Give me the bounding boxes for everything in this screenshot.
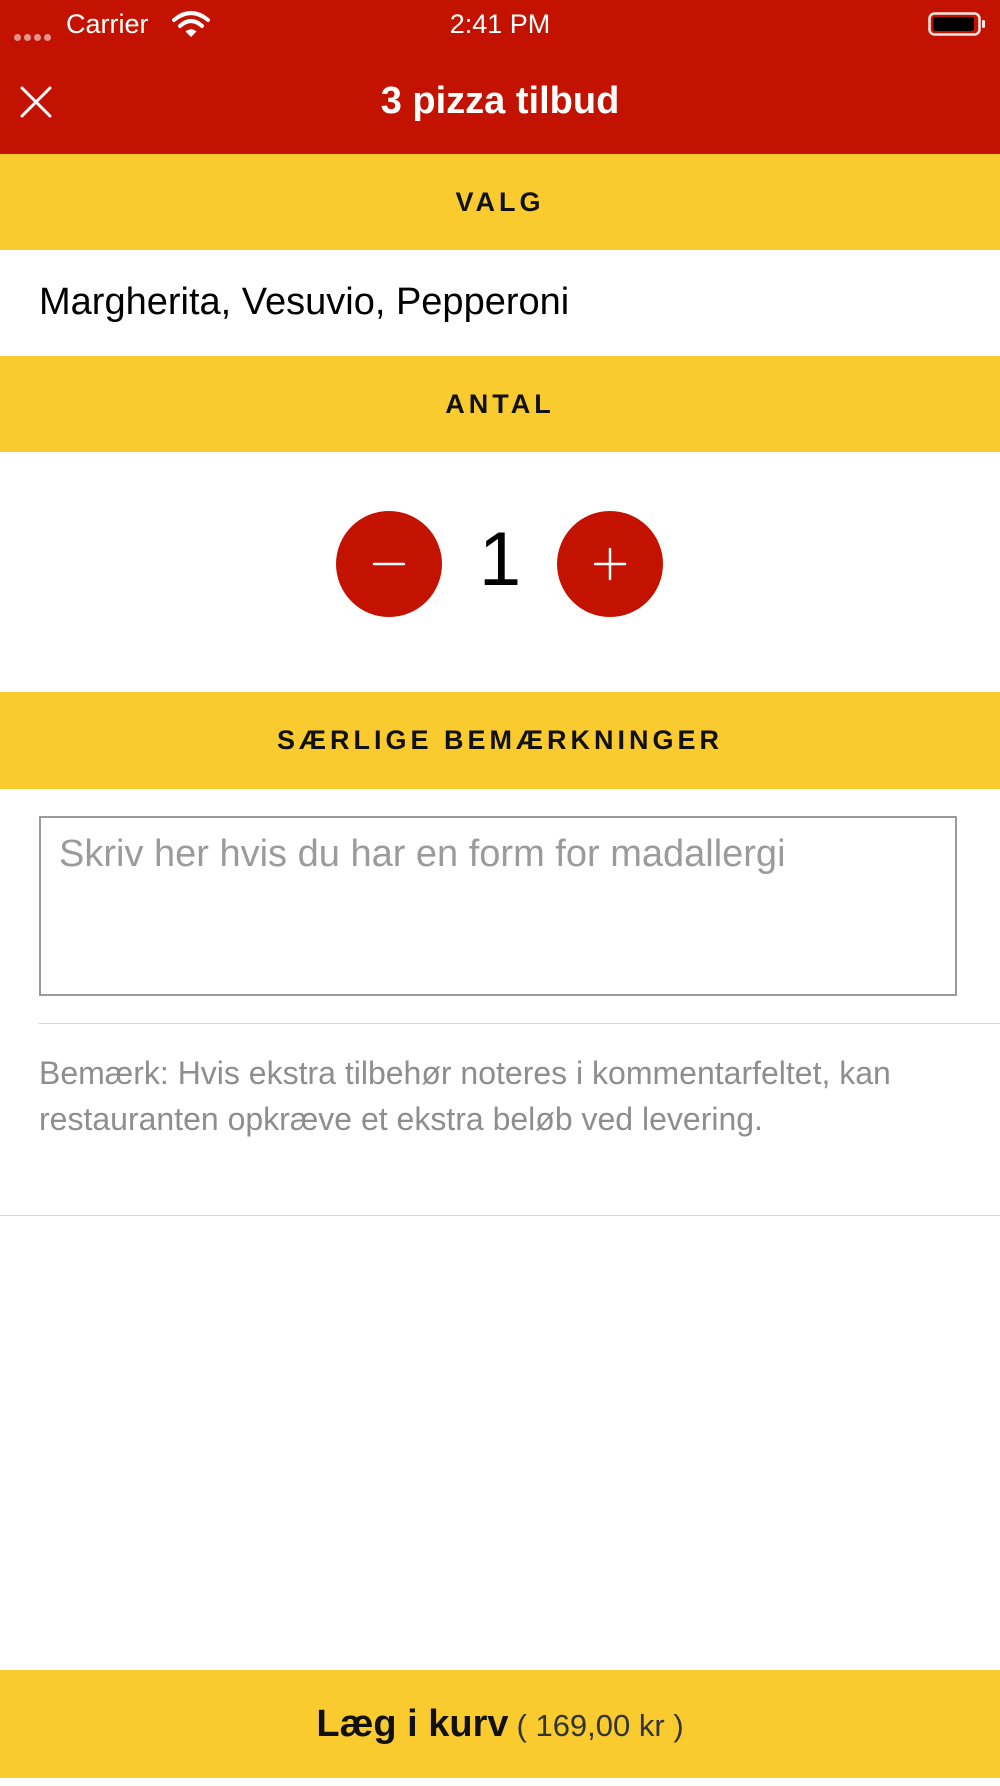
selected-pizzas[interactable]: Margherita, Vesuvio, Pepperoni	[39, 281, 570, 323]
plus-icon	[557, 511, 663, 617]
carrier-name: Carrier	[66, 9, 149, 39]
divider	[39, 1023, 1000, 1024]
status-bar	[0, 0, 1000, 48]
minus-icon	[336, 511, 442, 617]
extras-disclaimer: Bemærk: Hvis ekstra tilbehør noteres i kommentarfeltet, kan restauranten opkræve et ekstra beløb ved levering.	[39, 1055, 891, 1137]
header-bar	[0, 0, 1000, 154]
quantity-value: 1	[478, 517, 522, 602]
increase-quantity-button[interactable]	[557, 511, 663, 617]
status-time: 2:41 PM	[449, 9, 551, 39]
add-to-cart-label: Læg i kurv	[316, 1703, 509, 1745]
section-header-special-notes: SÆRLIGE BEMÆRKNINGER	[0, 692, 1000, 789]
allergy-notes-input[interactable]	[39, 816, 957, 996]
decrease-quantity-button[interactable]	[336, 511, 442, 617]
divider	[0, 1215, 1000, 1216]
section-header-quantity: ANTAL	[0, 356, 1000, 452]
add-to-cart-button[interactable]	[0, 1670, 1000, 1778]
section-header-choice: VALG	[0, 154, 1000, 250]
page-title: 3 pizza tilbud	[380, 80, 620, 122]
cart-price: ( 169,00 kr )	[516, 1708, 684, 1743]
battery-icon	[928, 10, 986, 38]
